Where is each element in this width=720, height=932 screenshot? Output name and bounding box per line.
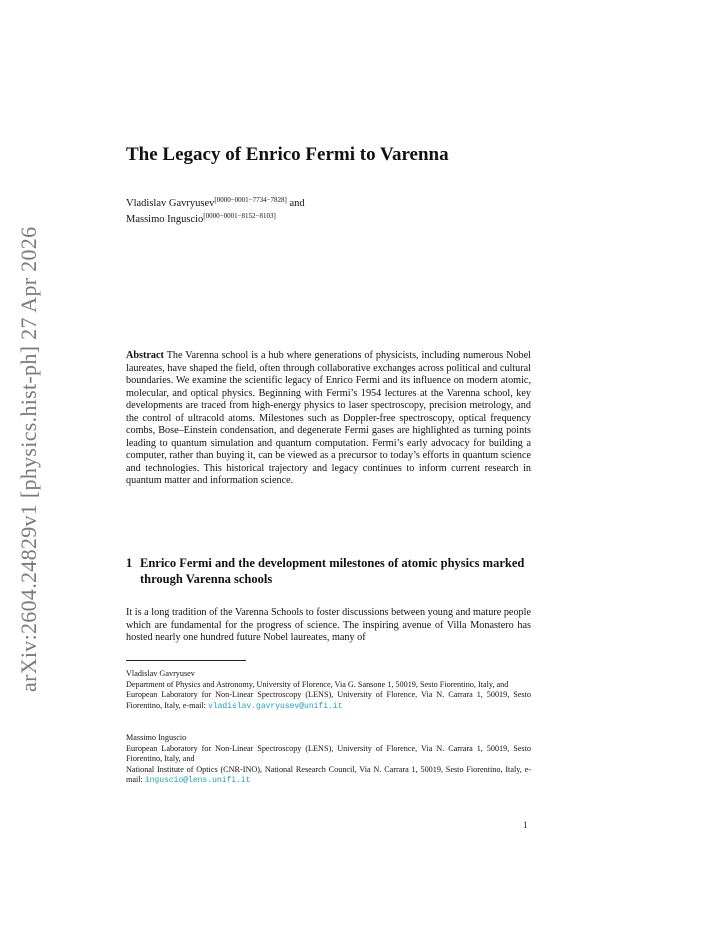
page-number: 1: [523, 820, 528, 830]
author-name: Vladislav Gavryusev: [126, 198, 215, 209]
affiliation-name: Vladislav Gavryusev: [126, 669, 195, 678]
author-line: [126, 210, 546, 226]
affiliation-name: Massimo Inguscio: [126, 733, 187, 742]
author-orcid[interactable]: [0000−0001−7734−7828]: [214, 196, 287, 204]
affiliation-block: [126, 733, 531, 787]
affiliation-text: European Laboratory for Non-Linear Spectroscopy (LENS), University of Florence, Via N. Carrara 1, 50019, Sesto Fiorentino, Italy, and National Institute of Optics (CNR-INO), National Research Council, Via N. Carrara 1, 50019, Sesto Fiorentino, Italy, e-mail:: [126, 743, 531, 785]
abstract-label: Abstract: [126, 350, 164, 361]
author-list: [126, 194, 546, 226]
section-title: Enrico Fermi and the development milestones of atomic physics marked through Varenna schools: [140, 556, 525, 586]
paper-title: The Legacy of Enrico Fermi to Varenna: [126, 144, 449, 165]
section-number: 1: [126, 556, 133, 570]
abstract-text: The Varenna school is a hub where generations of physicists, including numerous Nobel laureates, have shaped the field, often through collaborative exchanges across political and cultural boundaries. We examine the scientific legacy of Enrico Fermi and its influence on modern atomic, molecular, and optical physics. Beginning with Fermi’s 1954 lectures at the Varenna school, key developments are traced from high-energy physics to laser spectroscopy, precision metrology, and the control of ultracold atoms. Milestones such as Doppler-free spectroscopy, optical frequency combs, Bose–Einstein condensation, and degenerate Fermi gases are highlighted as turning points leading to quantum simulation and quantum computation. Fermi’s early advocacy for building a computer, rather than buying it, can be viewed as a precursor to today’s efforts in quantum science and technologies. This historical trajectory and legacy continues to inform current research in quantum matter and information science.: [126, 350, 531, 486]
author-orcid[interactable]: [0000−0001−8152−8103]: [203, 212, 276, 220]
section-heading: [126, 555, 531, 587]
affiliation-block: [126, 669, 531, 712]
intro-paragraph: It is a long tradition of the Varenna Schools to foster discussions between young and mature people which are fundamental for the progress of science. The inspiring avenue of Villa Monastero has hosted nearly one hundred future Nobel laureates, many of: [126, 607, 531, 643]
affiliation-text: Department of Physics and Astronomy, University of Florence, Via G. Sansone 1, 50019, Sesto Fiorentino, Italy, and European Laboratory for Non-Linear Spectroscopy (LENS), University of Florence, Via N. Carrara 1, 50019, Sesto Fiorentino, Italy, e-mail:: [126, 679, 531, 710]
email-link[interactable]: inguscio@lens.unifi.it: [144, 776, 251, 786]
author-line: [126, 194, 546, 210]
abstract: [126, 350, 531, 488]
footnote-rule: [126, 660, 246, 661]
email-link[interactable]: vladislav.gavryusev@unifi.it: [208, 701, 343, 711]
author-name: Massimo Inguscio: [126, 214, 204, 225]
author-conjunction: and: [286, 198, 305, 209]
arxiv-identifier: arXiv:2604.24829v1 [physics.hist-ph] 27 Apr 2026: [16, 226, 41, 692]
